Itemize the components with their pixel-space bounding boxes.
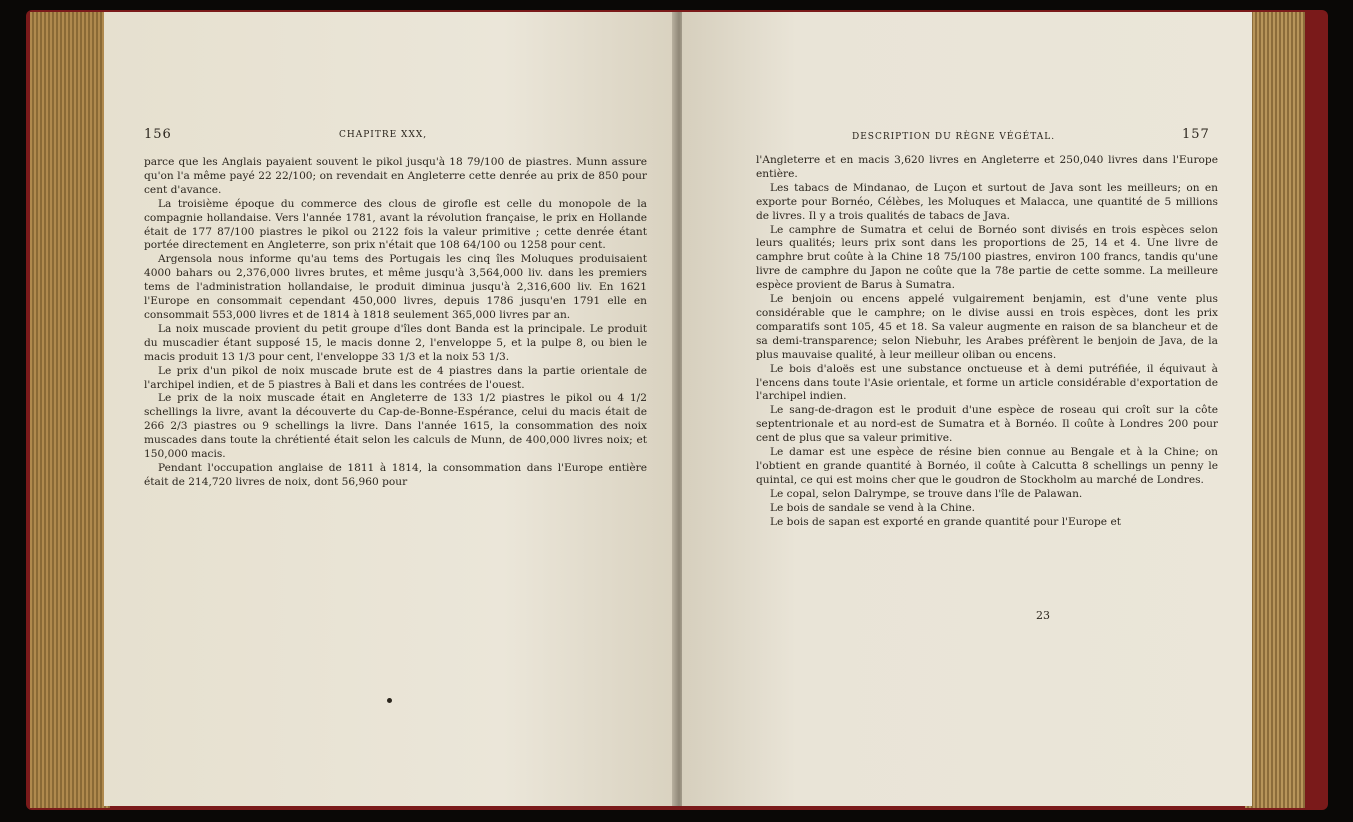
paragraph: parce que les Anglais payaient souvent le pikol jusqu'à 18 79/100 de piastres. Munn assure qu'on l'a même payé 22 22/100; on revendait en Angleterre cette denrée au prix de 850 pour cent d'avance. <box>144 156 647 196</box>
paragraph: Le copal, selon Dalrympe, se trouve dans l'île de Palawan. <box>770 487 1083 500</box>
page-edges-left <box>30 12 110 808</box>
right-page <box>682 12 1252 806</box>
paragraph: Le damar est une espèce de résine bien connue au Bengale et à la Chine; on l'obtient en grande quantité à Bornéo, il coûte à Calcutta 8 schellings un penny le quintal, ce qui est moins cher que le goudron de Stockholm au marché de Londres. <box>756 446 1218 486</box>
page-edges-right <box>1245 12 1305 808</box>
paragraph: Le bois d'aloës est une substance onctueuse et à demi putréfiée, il équivaut à l'encens dans toute l'Asie orientale, et forme un article considérable d'exportation de l'archipel indien. <box>756 362 1218 403</box>
right-running-head: DESCRIPTION DU RÈGNE VÉGÉTAL. <box>852 132 1056 142</box>
left-page-header <box>104 127 675 146</box>
paragraph: Argensola nous informe qu'au tems des Portugais les cinq îles Moluques produisaient 4000 bahars ou 2,376,000 livres brutes, et même jusqu'à 3,564,000 liv. dans les premiers tems de l'administration hollandaise, le produit diminua jusqu'à 2,316,600 liv. En 1621 l'Europe en consommait cependant 450,000 livres, depuis 1786 jusqu'en 1791 elle en consommait 553,000 livres et de 1814 à 1818 seulement 365,000 livres par an. <box>144 253 647 321</box>
paragraph: La noix muscade provient du petit groupe d'îles dont Banda est la principale. Le produit du muscadier étant supposé 15, le macis donne 2, l'enveloppe 5, et la pulpe 8, ou bien le macis produit 13 1/3 pour cent, l'enveloppe 33 1/3 et la noix 53 1/3. <box>144 322 647 363</box>
paragraph: La troisième époque du commerce des clous de girofle est celle du monopole de la compagnie hollandaise. Vers l'année 1781, avant la révolution française, le prix en Hollande était de 177 87/100 piastres le pikol ou 2122 fois la valeur primitive ; cette denrée étant portée directement en Angleterre, son prix n'était que 108 64/100 ou 1258 pour cent. <box>144 197 647 252</box>
paragraph: Le prix de la noix muscade était en Angleterre de 133 1/2 piastres le pikol ou 4 1/2 schellings la livre, avant la découverte du Cap-de-Bonne-Espérance, celui du macis était de 266 2/3 piastres ou 9 schellings la livre. Dans l'année 1615, la consommation des noix muscades dans toute la chrétienté était selon les calculs de Munn, de 400,000 livres noix; et 150,000 macis. <box>144 392 647 461</box>
paragraph: Les tabacs de Mindanao, de Luçon et surtout de Java sont les meilleurs; on en exporte pour Bornéo, Célèbes, les Moluques et Malacca, une quantité de 5 millions de livres. Il y a trois qualités de tabacs de Java. <box>756 181 1218 222</box>
ink-spot <box>387 698 392 703</box>
paragraph: Le bois de sapan est exporté en grande quantité pour l'Europe et <box>770 515 1121 528</box>
right-page-number: 157 <box>1182 127 1210 142</box>
left-page <box>104 12 675 806</box>
left-running-head: CHAPITRE XXX, <box>339 130 428 140</box>
paragraph: Le sang-de-dragon est le produit d'une espèce de roseau qui croît sur la côte septentrionale et au nord-est de Sumatra et à Bornéo. Il coûte à Londres 200 pour cent de plus que sa valeur primitive. <box>756 404 1218 445</box>
left-page-number: 156 <box>144 127 172 142</box>
paragraph: l'Angleterre et en macis 3,620 livres en Angleterre et 250,040 livres dans l'Europe entière. <box>756 154 1218 180</box>
signature-mark: 23 <box>1036 609 1050 622</box>
paragraph: Le benjoin ou encens appelé vulgairement benjamin, est d'une vente plus considérable que le camphre; on le divise aussi en trois espèces, dont les prix comparatifs sont 105, 45 et 18. Sa valeur augmente en raison de sa blancheur et de sa demi-transparence; selon Niebuhr, les Arabes préfèrent le benjoin de Java, de la plus mauvaise qualité, à leur meilleur oliban ou encens. <box>756 293 1218 361</box>
paragraph: Pendant l'occupation anglaise de 1811 à 1814, la consommation dans l'Europe entière était de 214,720 livres de noix, dont 56,960 pour <box>144 461 647 488</box>
paragraph: Le prix d'un pikol de noix muscade brute est de 4 piastres dans la partie orientale de l'archipel indien, et de 5 piastres à Bali et dans les contrées de l'ouest. <box>144 364 647 391</box>
paragraph: Le camphre de Sumatra et celui de Bornéo sont divisés en trois espèces selon leurs qualités; leurs prix sont dans les proportions de 25, 14 et 4. Une livre de camphre brut coûte à la Chine 18 75/100 piastres, environ 100 francs, tandis qu'une livre de camphre du Japon ne coûte que la 78e partie de cette somme. La meilleure espèce provient de Barus à Sumatra. <box>756 223 1218 292</box>
right-page-header <box>682 127 1252 146</box>
left-page-text <box>144 156 647 490</box>
paragraph: Le bois de sandale se vend à la Chine. <box>770 501 975 514</box>
right-page-text <box>756 154 1218 529</box>
